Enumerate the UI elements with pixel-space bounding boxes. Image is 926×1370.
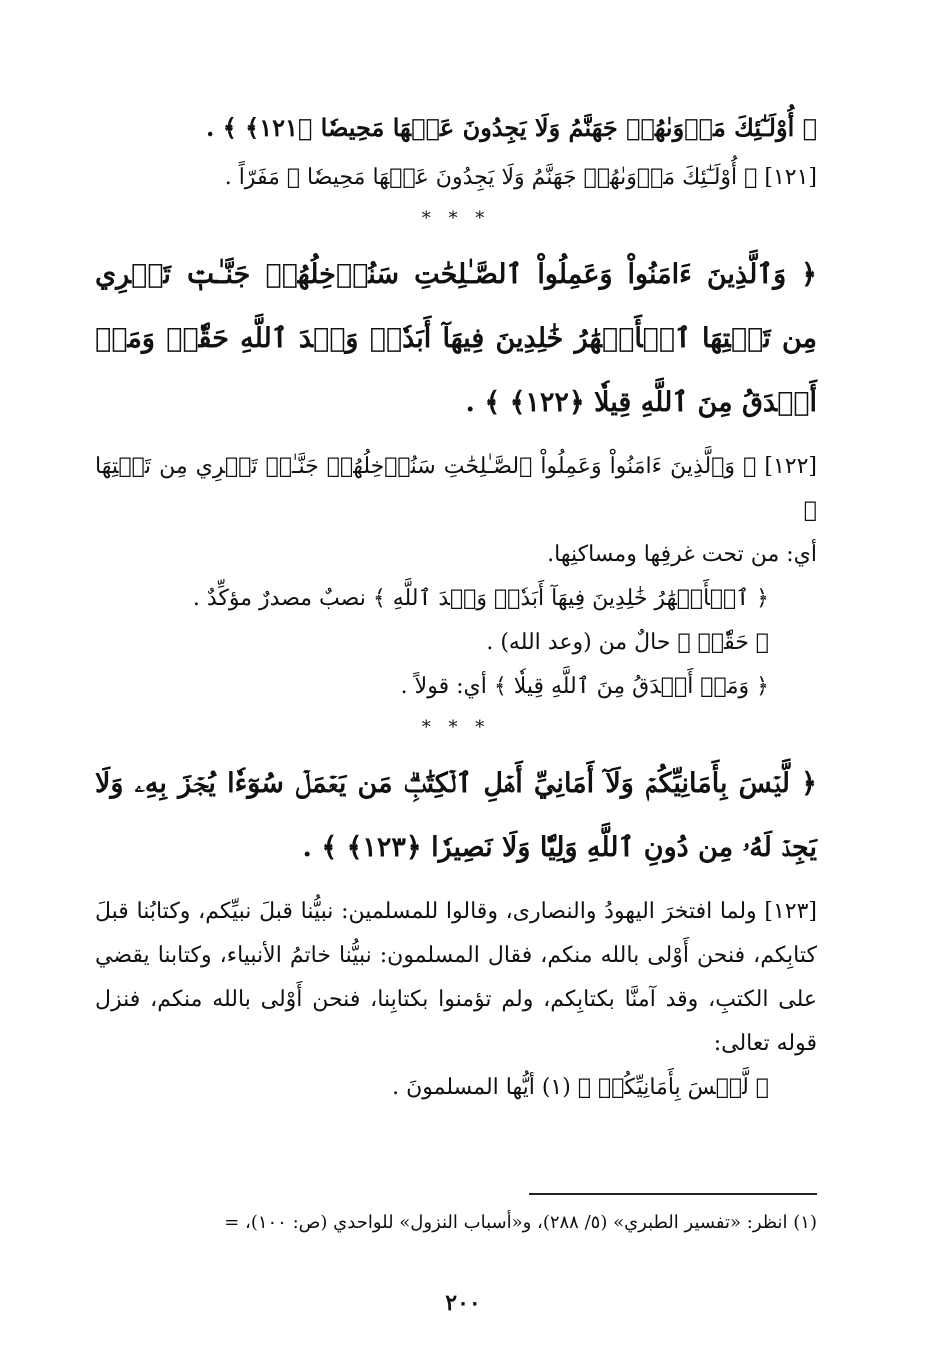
footnote-divider (529, 1193, 817, 1195)
section-separator-1: * * * (421, 208, 491, 229)
section-separator-2: * * * (421, 717, 491, 738)
verse-123: ﴿ لَّيۡسَ بِأَمَانِيِّكُمۡ وَلَآ أَمَانِيِّ أَهۡلِ ٱلۡكِتَٰبِۗ مَن يَعۡمَلۡ سُوٓءٗا يُجۡزَ بِهِۦ وَلَا يَجِدۡ لَهُۥ مِن دُونِ ٱللَّهِ وَلِيّٗا وَلَا نَصِيرٗا ﴿١٢٣﴾ ﴾ . (95, 768, 817, 863)
commentary-122-line-1: ﴿ ٱلۡأَنۡهَٰرُ خَٰلِدِينَ فِيهَآ أَبَدٗاۖ وَعۡدَ ٱللَّهِ ﴾ نصبٌ مصدرٌ مؤكِّدٌ . (192, 586, 769, 611)
verse-122: ﴿ وَٱلَّذِينَ ءَامَنُواْ وَعَمِلُواْ ٱلصَّـٰلِحَٰتِ سَنُدۡخِلُهُمۡ جَنَّـٰتٖ تَجۡرِي مِن تَحۡتِهَا ٱلۡأَنۡهَٰرُ خَٰلِدِينَ فِيهَآ أَبَدٗاۖ وَعۡدَ ٱللَّهِ حَقّٗاۚ وَمَنۡ أَصۡدَقُ مِنَ ٱللَّهِ قِيلٗا ﴿١٢٢﴾ ﴾ . (95, 259, 817, 418)
commentary-123: [١٢٣] ولما افتخرَ اليهودُ والنصارى، وقالوا للمسلمين: نبيُّنا قبلَ نبيِّكم، وكتابُنا قبلَ كتابِكم، فنحن أَوْلى بالله منكم، فقال المسلمون: نبيُّنا خاتمُ الأنبياء، وكتابنا يقضي على الكتبِ، وقد آمنَّا بكتابِكم، ولم تؤمنوا بكتابِنا، فنحن أَوْلى بالله منكم، فنزل قوله تعالى: (95, 899, 817, 1056)
commentary-122-explanation: أي: من تحت غرفِها ومساكنِها. (547, 542, 817, 567)
commentary-123-verse: ﴿ لَّيۡسَ بِأَمَانِيِّكُمۡ ﴾ (١) أيُّها المسلمونَ . (392, 1075, 769, 1100)
commentary-122-intro: [١٢٢] ﴿ وَٱلَّذِينَ ءَامَنُواْ وَعَمِلُواْ ٱلصَّـٰلِحَٰتِ سَنُدۡخِلُهُمۡ جَنَّـٰتٖ تَجۡرِي مِن تَحۡتِهَا ﴾ (95, 454, 817, 523)
verse-121: ﴿ أُوْلَـٰٓئِكَ مَأۡوَىٰهُمۡ جَهَنَّمُ وَلَا يَجِدُونَ عَنۡهَا مَحِيصٗا ﴿١٢١﴾ ﴾ . (206, 113, 817, 142)
footnote: (١) انظر: «تفسير الطبري» (٥/ ٢٨٨)، و«أسباب النزول» للواحدي (ص: ١٠٠)، = (224, 1212, 817, 1233)
page-body (95, 100, 817, 1110)
commentary-121: [١٢١] ﴿ أُوْلَـٰٓئِكَ مَأۡوَىٰهُمۡ جَهَنَّمُ وَلَا يَجِدُونَ عَنۡهَا مَحِيصٗا ﴾ مَفَرّاً . (224, 165, 817, 190)
commentary-122-line-3: ﴿ وَمَنۡ أَصۡدَقُ مِنَ ٱللَّهِ قِيلٗا ﴾ أي: قولاً . (400, 674, 769, 699)
commentary-122-line-2: ﴿ حَقّٗاۚ ﴾ حالٌ من (وعد الله) . (486, 630, 769, 655)
page-number: ٢٠٠ (445, 1290, 481, 1316)
